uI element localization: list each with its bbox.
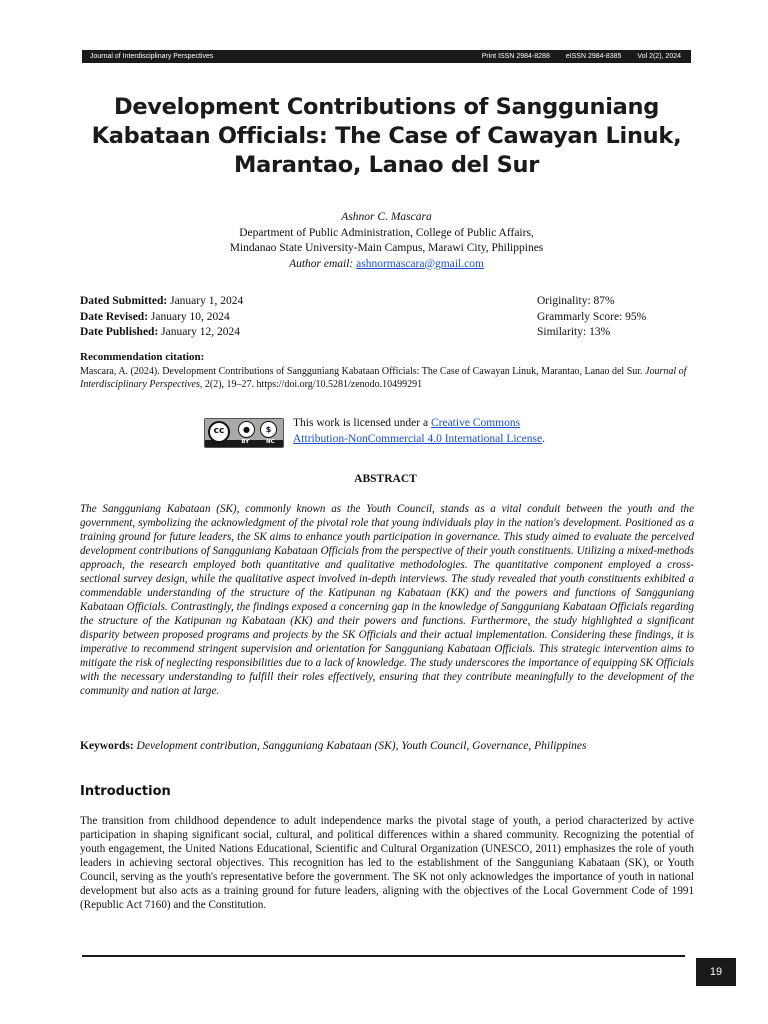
- keywords-label: Keywords:: [80, 740, 134, 752]
- date-published-value: January 12, 2024: [161, 326, 241, 338]
- license-suffix: .: [542, 432, 545, 445]
- introduction-heading: Introduction: [80, 784, 171, 799]
- similarity-score: Similarity: 13%: [537, 326, 611, 338]
- badge-by-label: BY: [241, 439, 250, 446]
- license-block: [204, 416, 624, 448]
- author-name: Ashnor C. Mascara: [341, 211, 432, 223]
- author-block: [82, 210, 691, 272]
- originality-score: Originality: 87%: [537, 295, 615, 307]
- volume: Vol 2(2), 2024: [637, 53, 681, 60]
- journal-header-bar: [82, 50, 691, 63]
- issn-info: [468, 53, 681, 60]
- date-revised: [80, 310, 243, 326]
- date-revised-label: Date Revised:: [80, 310, 149, 323]
- license-prefix: This work is licensed under a: [293, 417, 429, 429]
- paper-title: Development Contributions of Sangguniang Kabataan Officials: The Case of Cawayan Linuk, Marantao, Lanao del Sur: [91, 94, 682, 178]
- footer-divider: [82, 955, 685, 957]
- quality-metrics: [537, 294, 646, 341]
- date-revised-value: January 10, 2024: [150, 310, 230, 323]
- badge-nc-label: NC: [265, 439, 275, 446]
- email-label: Author email:: [289, 257, 354, 270]
- affiliation-line-2: Mindanao State University-Main Campus, Marawi City, Philippines: [229, 242, 544, 254]
- abstract-text: The Sangguniang Kabataan (SK), commonly known as the Youth Council, stands as a vital conduit between the youth and the government, symbolizing the acknowledgment of the pivotal role that young individuals play in the nation's development. Positioned as a training ground for future leaders, the SK aims to enhance youth participation in governance. This study aimed to evaluate the perceived development contributions of Sangguniang Kabataan Officials from the perspective of their youth constituents. Utilizing a mixed-methods approach, the research employed both quantitative and qualitative methodologies. The quantitative component employed a cross-sectional survey design, while the qualitative aspect involved in-depth interviews. The study revealed that youth constituents exhibited a commendable understanding of the structure of the Katipunan ng Kabataan (KK) and the powers and functions of Sangguniang Kabataan Officials. Contrastingly, the findings exposed a concerning gap in the knowledge of Sangguniang Kabataan Officials regarding the structure of the Katipunan ng Kabataan (KK) and their powers and functions. Furthermore, the study highlighted a significant disparity between proposed programs and projects by the SK Officials and their actual implementation. Considering these findings, it is imperative to recommend stringent supervision and orientation for Sangguniang Kabataan Officials. This strategic intervention aims to mitigate the risk of neglecting responsibilities due to a lack of knowledge. The study underscores the importance of equipping SK Officials with the necessary understanding to fulfill their roles effectively, ensuring that they contribute meaningfully to the development of the community and nation at large.: [80, 503, 694, 697]
- license-text: [293, 416, 545, 447]
- date-submitted-value: January 1, 2024: [170, 295, 244, 307]
- citation-text: [80, 365, 691, 392]
- citation-text-part-1: Mascara, A. (2024). Development Contributions of Sangguniang Kabataan Officials: The Case of Cawayan Linuk, Marantao, Lanao del Sur.: [80, 365, 643, 377]
- citation-heading: Recommendation citation:: [80, 351, 205, 363]
- cc-by-nc-badge-icon[interactable]: [204, 418, 284, 448]
- by-person-icon: ●: [238, 421, 255, 438]
- introduction-text: The transition from childhood dependence to adult independence marks the pivotal stage of youth, a period characterized by active participation in shaping significant social, cultural, and political differences within a shared community. Recognizing the potential of youth engagement, the United Nations Educational, Scientific and Cultural Organization (UNESCO, 2011) emphasizes the role of youth leaders in achieving sectoral objectives. This recognition has led to the establishment of the Sangguniang Kabataan (SK), or Youth Council, serving as the youth's representative before the government. The SK not only acknowledges the importance of youth in national development but also acts as a training ground for future leaders, aligning with the objectives of the Local Government Code of 1991 (Republic Act 7160) and the Constitution.: [80, 815, 694, 911]
- journal-name: Journal of Interdisciplinary Perspectives: [90, 53, 214, 60]
- keywords-text: Development contribution, Sangguniang Kabataan (SK), Youth Council, Governance, Philippines: [136, 740, 587, 752]
- license-link-attribution[interactable]: Attribution-NonCommercial 4.0 International License: [293, 432, 543, 445]
- citation-block: [80, 351, 691, 392]
- date-published: [80, 325, 243, 341]
- date-submitted-label: Dated Submitted:: [80, 295, 168, 307]
- grammarly-score: Grammarly Score: 95%: [537, 310, 647, 323]
- author-email-line: [82, 257, 691, 273]
- print-issn: Print ISSN 2984-8288: [481, 53, 550, 60]
- keywords-block: [80, 739, 691, 754]
- license-link-creative-commons[interactable]: Creative Commons: [430, 417, 521, 429]
- page-number: 19: [696, 958, 736, 986]
- cc-icon: cc: [208, 421, 230, 443]
- affiliation-line-1: Department of Public Administration, College of Public Affairs,: [239, 226, 534, 239]
- citation-text-part-2: , 2(2), 19–27. https://doi.org/10.5281/zenodo.10499291: [199, 379, 423, 390]
- eissn: eISSN 2984-8385: [565, 53, 622, 60]
- publication-dates: [80, 294, 243, 341]
- abstract-heading: ABSTRACT: [354, 473, 417, 485]
- nc-dollar-icon: $: [260, 421, 277, 438]
- date-published-label: Date Published:: [80, 326, 159, 338]
- author-email-link[interactable]: ashnormascara@gmail.com: [356, 257, 484, 270]
- date-submitted: [80, 294, 243, 310]
- citation-journal: Journal of Interdisciplinary Perspectives: [80, 365, 687, 390]
